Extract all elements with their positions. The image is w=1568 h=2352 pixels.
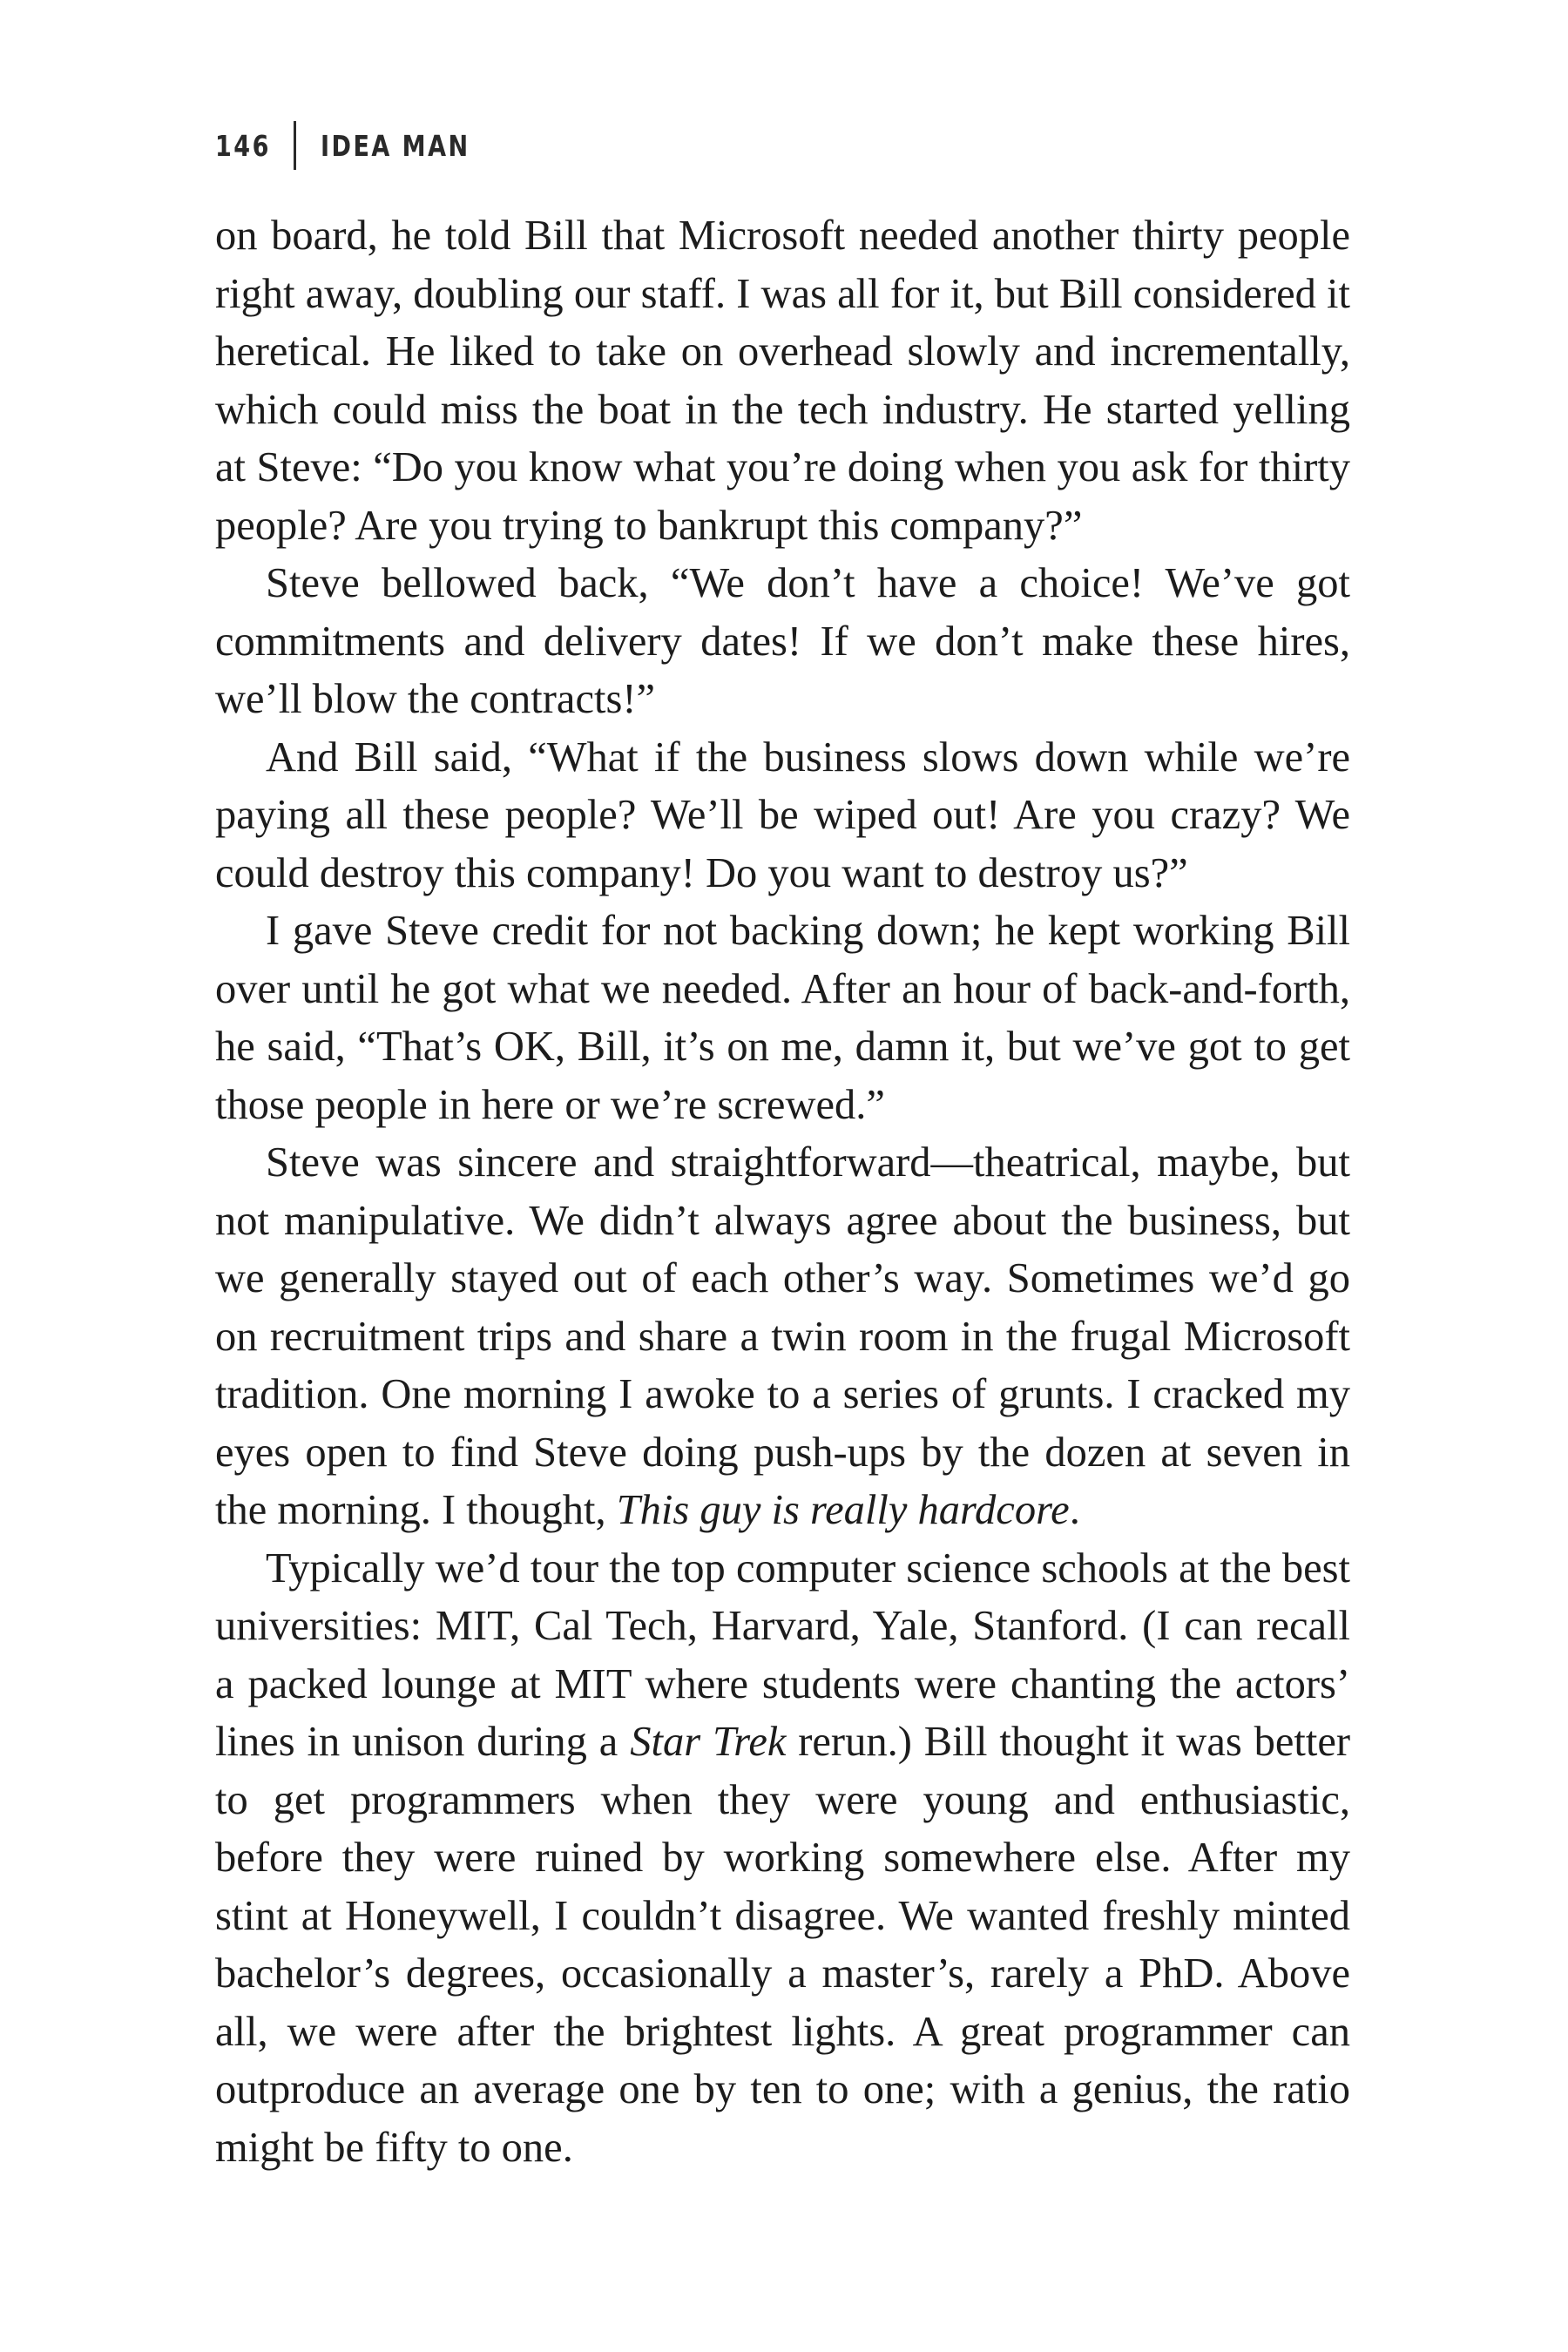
- paragraph-6-text: Typically we’d tour the top computer science schools at the best universities: MIT, Cal Tech, Harvard, Yale, Stanford. (I can recall a packed lounge at MIT where students were chanting the actors’ lines in unison during a: [215, 1544, 1350, 1765]
- paragraph-1: on board, he told Bill that Microsoft needed another thirty people right away, doubling our staff. I was all for it, but Bill considered it heretical. He liked to take on overhead slowly and incrementally, which could miss the boat in the tech industry. He started yelling at Steve: “Do you know what you’re doing when you ask for thirty people? Are you trying to bankrupt this company?”: [215, 213, 1350, 549]
- header-divider: [294, 121, 296, 170]
- paragraph-4: I gave Steve credit for not backing down; he kept working Bill over until he got what we needed. After an hour of back-and-forth, he said, “That’s OK, Bill, it’s on me, damn it, but we’ve got to get those people in here or we’re screwed.”: [215, 908, 1350, 1128]
- page-number: 146: [215, 128, 271, 163]
- running-header: [215, 120, 503, 171]
- paragraph-6-italic: Star Trek: [630, 1719, 787, 1765]
- book-title: IDEA MAN: [320, 128, 470, 163]
- body-text: [215, 207, 1350, 2177]
- paragraph-6: [215, 1540, 1350, 2178]
- paragraph-5-end: .: [1069, 1487, 1080, 1533]
- paragraph-5-italic: This guy is really hardcore: [616, 1487, 1070, 1533]
- paragraph-3: And Bill said, “What if the business slows down while we’re paying all these people? We’ll be wiped out! Are you crazy? We could destroy this company! Do you want to destroy us?”: [215, 733, 1350, 896]
- paragraph-6-end: rerun.) Bill thought it was better to get programmers when they were young and enthusiastic, before they were ruined by working somewhere else. After my stint at Honeywell, I couldn’t disagree. We wanted freshly minted bachelor’s degrees, occasionally a master’s, rarely a PhD. Above all, we were after the brightest lights. A great programmer can outproduce an average one by ten to one; with a genius, the ratio might be fifty to one.: [215, 1719, 1350, 2171]
- paragraph-5-text: Steve was sincere and straightforward—theatrical, maybe, but not manipulative. We didn’t always agree about the business, but we generally stayed out of each other’s way. Sometimes we’d go on recruitment trips and share a twin room in the frugal Microsoft tradition. One morning I awoke to a series of grunts. I cracked my eyes open to find Steve doing push-ups by the dozen at seven in the morning. I thought,: [215, 1139, 1350, 1533]
- paragraph-2: Steve bellowed back, “We don’t have a choice! We’ve got commitments and delivery dates! If we don’t make these hires, we’ll blow the contracts!”: [215, 560, 1350, 722]
- paragraph-5: [215, 1134, 1350, 1540]
